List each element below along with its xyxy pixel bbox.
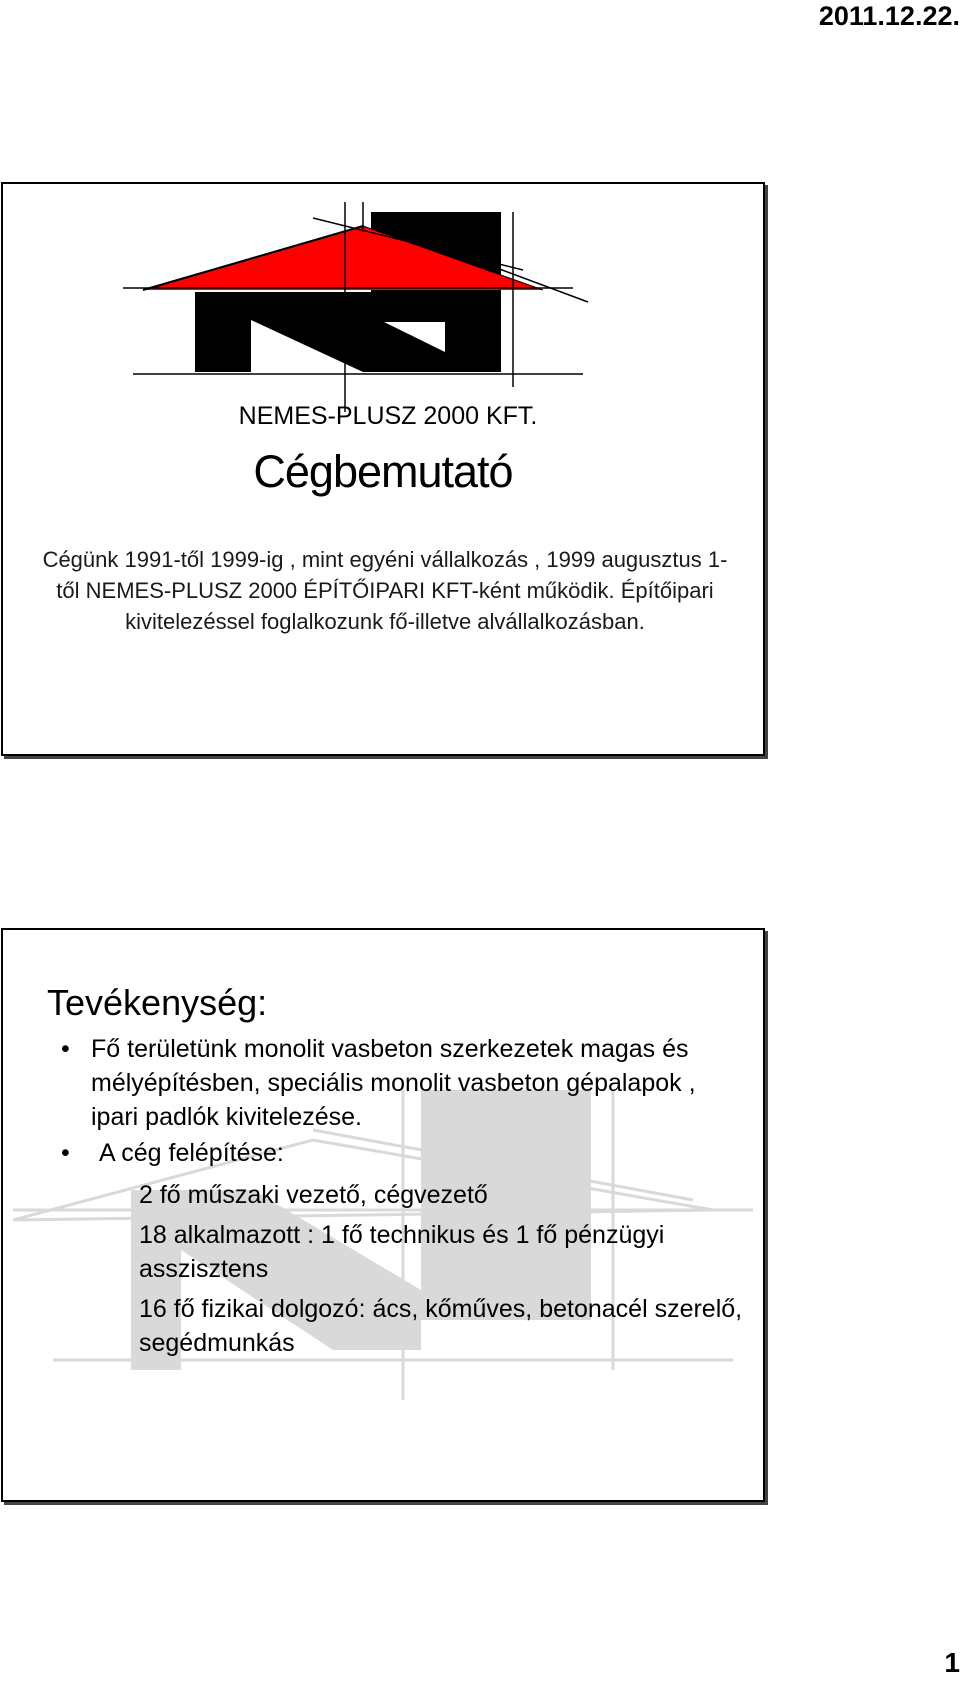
bullet-item xyxy=(3,1136,743,1170)
logo-block-right xyxy=(445,212,501,372)
sub-item: 2 fő műszaki vezető, cégvezető xyxy=(139,1181,488,1209)
bullet-mark: • xyxy=(61,1139,70,1167)
bullet-text: A cég felépítése: xyxy=(99,1139,284,1167)
slide-company-intro xyxy=(1,182,765,756)
slide-content xyxy=(3,1032,743,1360)
sub-item: 18 alkalmazott : 1 fő technikus és 1 fő pénzügyi asszisztens xyxy=(139,1221,665,1283)
page-date: 2011.12.22. xyxy=(818,1,960,31)
slide-title: Tevékenység: xyxy=(47,982,268,1023)
slide-body-text: Cégünk 1991-től 1999-ig , mint egyéni vállalkozás , 1999 augusztus 1-től NEMES-PLUSZ 2000 ÉPÍTŐIPARI KFT-ként működik. Építőipari kivitelezéssel foglalkozunk fő-illetve alvállalkozásban. xyxy=(42,547,728,634)
bullet-mark: • xyxy=(61,1035,70,1063)
logo-block-left xyxy=(195,292,251,372)
sub-item: 16 fő fizikai dolgozó: ács, kőműves, betonacél szerelő, segédmunkás xyxy=(139,1295,743,1357)
slide-title: Cégbemutató xyxy=(253,446,513,497)
logo-company-name: NEMES-PLUSZ 2000 KFT. xyxy=(238,402,538,430)
company-logo xyxy=(123,202,643,417)
bullet-text: Fő területünk monolit vasbeton szerkezetek magas és mélyépítésben, speciális monolit vasbeton gépalapok , ipari padlók kivitelezése. xyxy=(91,1035,696,1131)
bullet-item xyxy=(3,1032,743,1134)
slide-activities xyxy=(1,928,765,1502)
page-number: 1 xyxy=(944,1647,960,1678)
